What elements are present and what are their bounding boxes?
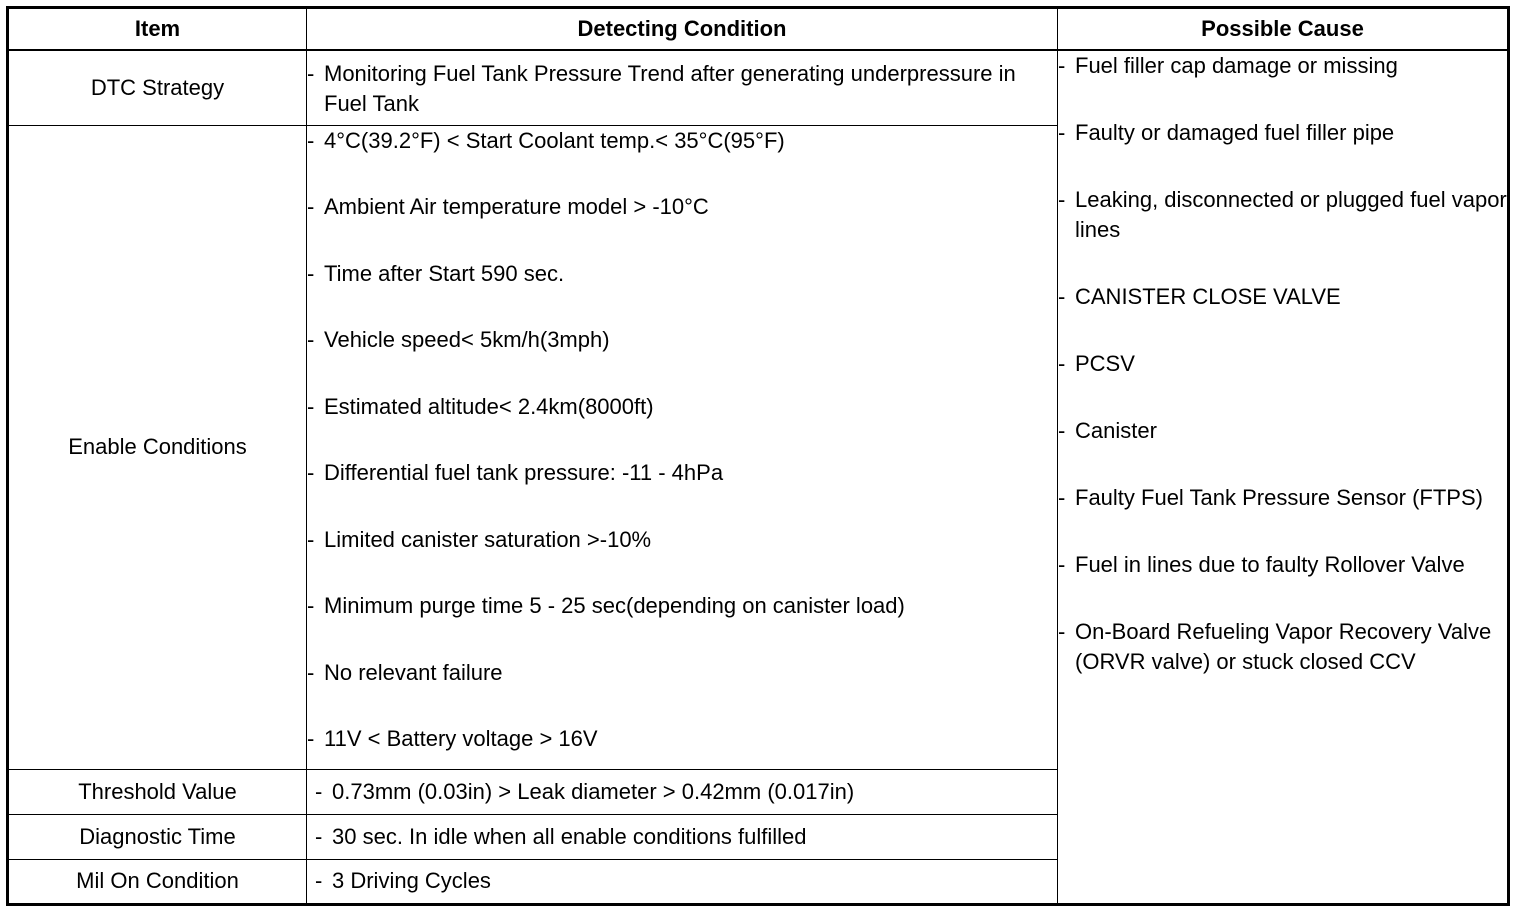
cause-item: - Leaking, disconnected or plugged fuel vapor lines: [1058, 187, 1507, 242]
bullet-dash: -: [307, 327, 315, 352]
possible-cause-list: [1058, 51, 1507, 677]
cause-item: - On-Board Refueling Vapor Recovery Valve (ORVR valve) or stuck closed CCV: [1058, 619, 1492, 674]
bullet-dash: -: [307, 526, 315, 552]
cause-item: - Canister: [1058, 416, 1507, 446]
condition-enable-conditions: [307, 125, 1058, 769]
enable-condition-item: - Minimum purge time 5 - 25 sec(depending on canister load): [307, 591, 1057, 658]
item-diagnostic-time: Diagnostic Time: [8, 814, 307, 859]
bullet-dash: -: [1058, 53, 1066, 78]
header-item: Item: [8, 8, 307, 51]
enable-condition-item: - Ambient Air temperature model > -10°C: [307, 192, 1057, 259]
bullet-dash: -: [1058, 120, 1066, 145]
enable-condition-item: - Time after Start 590 sec.: [307, 259, 1057, 326]
bullet-dash: -: [307, 194, 315, 219]
bullet-dash: -: [307, 393, 315, 419]
condition-text: 30 sec. In idle when all enable conditions fulfilled: [332, 823, 807, 849]
condition-diagnostic-time: [307, 814, 1058, 859]
item-enable-conditions: Enable Conditions: [8, 125, 307, 769]
bullet-dash: -: [1058, 187, 1066, 212]
cause-item: - Faulty or damaged fuel filler pipe: [1058, 118, 1507, 148]
condition-text: 0.73mm (0.03in) > Leak diameter > 0.42mm (0.017in): [332, 778, 855, 804]
cause-item: - PCSV: [1058, 349, 1507, 379]
header-detecting-condition: Detecting Condition: [307, 8, 1058, 51]
condition-text: Monitoring Fuel Tank Pressure Trend after generating underpressure in Fuel Tank: [324, 61, 1016, 116]
bullet-dash: -: [1058, 418, 1066, 443]
bullet-dash: -: [307, 260, 315, 286]
enable-condition-item: - Vehicle speed< 5km/h(3mph): [307, 325, 1057, 392]
bullet-dash: -: [315, 823, 323, 849]
possible-cause-cell: [1058, 50, 1509, 904]
enable-condition-item: - Estimated altitude< 2.4km(8000ft): [307, 392, 1057, 459]
enable-condition-item: - Limited canister saturation >-10%: [307, 525, 1057, 592]
item-dtc-strategy: DTC Strategy: [8, 50, 307, 125]
cause-item: - Faulty Fuel Tank Pressure Sensor (FTPS): [1058, 483, 1507, 513]
bullet-dash: -: [1058, 485, 1066, 510]
bullet-dash: -: [307, 593, 315, 618]
cause-item: - Fuel filler cap damage or missing: [1058, 51, 1507, 81]
cause-item: - Fuel in lines due to faulty Rollover Valve: [1058, 550, 1507, 580]
bullet-dash: -: [1058, 552, 1066, 577]
bullet-dash: -: [1058, 351, 1066, 376]
condition-dtc-strategy: [307, 50, 1058, 125]
header-row: [8, 8, 1509, 51]
enable-conditions-list: [307, 126, 1057, 755]
bullet-dash: -: [307, 460, 315, 485]
item-mil-on-condition: Mil On Condition: [8, 859, 307, 904]
enable-condition-item: - Differential fuel tank pressure: -11 - 4hPa: [307, 458, 1057, 525]
bullet-dash: -: [307, 659, 315, 685]
enable-condition-item: - 11V < Battery voltage > 16V: [307, 724, 1057, 754]
dtc-table: [6, 6, 1510, 906]
header-possible-cause: Possible Cause: [1058, 8, 1509, 51]
row-dtc-strategy: [8, 50, 1509, 125]
bullet-dash: -: [307, 127, 315, 153]
bullet-dash: -: [1058, 619, 1066, 644]
cause-item: - CANISTER CLOSE VALVE: [1058, 282, 1507, 312]
enable-condition-item: - 4°C(39.2°F) < Start Coolant temp.< 35°C(95°F): [307, 126, 1057, 193]
condition-text: 3 Driving Cycles: [332, 868, 491, 893]
bullet-dash: -: [307, 61, 315, 86]
enable-condition-item: - No relevant failure: [307, 658, 1057, 725]
item-threshold-value: Threshold Value: [8, 769, 307, 814]
bullet-dash: -: [315, 778, 323, 804]
condition-threshold-value: [307, 769, 1058, 814]
bullet-dash: -: [307, 726, 315, 751]
bullet-dash: -: [315, 868, 323, 893]
condition-mil-on-condition: [307, 859, 1058, 904]
bullet-dash: -: [1058, 284, 1066, 309]
